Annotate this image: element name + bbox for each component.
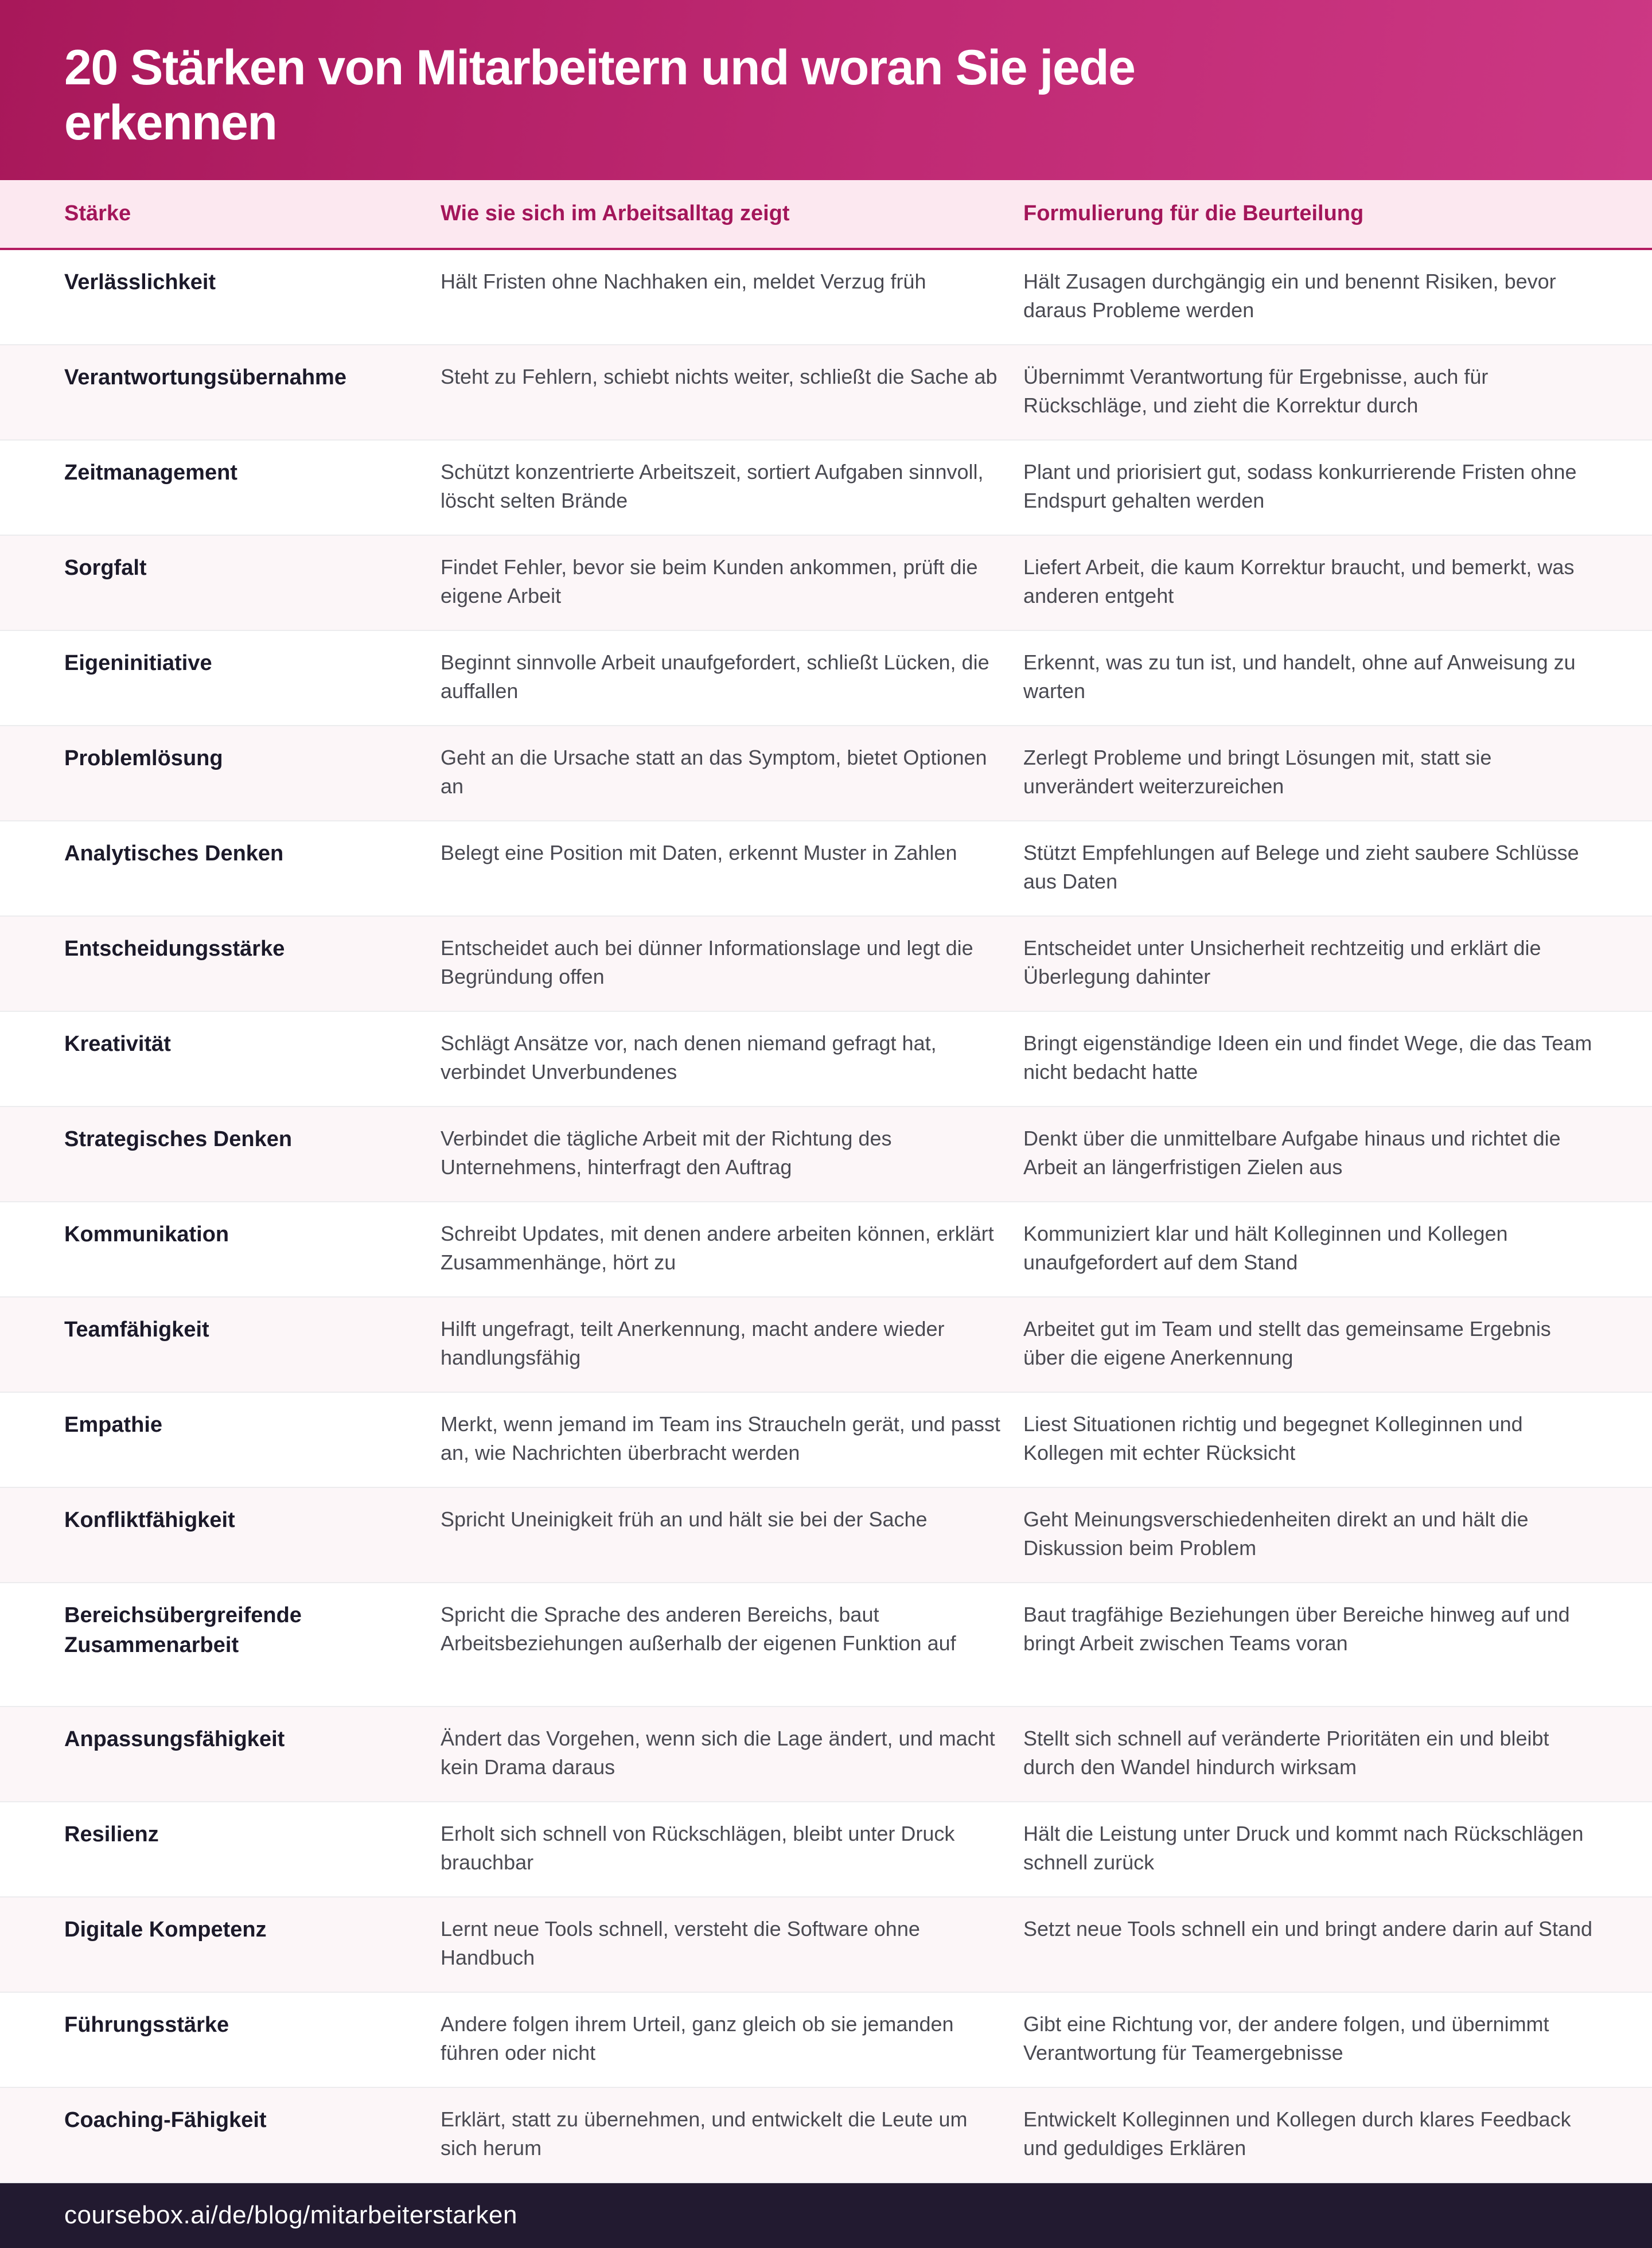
strength-behavior: Steht zu Fehlern, schiebt nichts weiter, schließt die Sache ab <box>441 364 998 388</box>
strength-name: Führungsstärke <box>64 2012 229 2037</box>
table-row <box>0 345 1652 441</box>
strength-behavior: Ändert das Vorgehen, wenn sich die Lage ändert, und macht kein Drama daraus <box>441 1726 995 1779</box>
table-row <box>0 1012 1652 1107</box>
column-header-review-phrase: Formulierung für die Beurteilung <box>1023 201 1364 226</box>
strength-behavior: Entscheidet auch bei dünner Informationslage und legt die Begründung offen <box>441 936 973 988</box>
strength-name: Coaching-Fähigkeit <box>64 2107 267 2132</box>
strength-name: Eigeninitiative <box>64 650 212 675</box>
strength-name: Analytisches Denken <box>64 841 284 866</box>
strength-name: Resilienz <box>64 1822 159 1846</box>
strength-name: Kommunikation <box>64 1222 229 1246</box>
strength-behavior: Findet Fehler, bevor sie beim Kunden ankommen, prüft die eigene Arbeit <box>441 555 978 607</box>
strength-name: Verlässlichkeit <box>64 270 216 294</box>
strength-name: Empathie <box>64 1412 163 1437</box>
strength-behavior: Verbindet die tägliche Arbeit mit der Richtung des Unternehmens, hinterfragt den Auftrag <box>441 1126 892 1179</box>
strength-review-phrase: Baut tragfähige Beziehungen über Bereiche hinweg auf und bringt Arbeit zwischen Teams voran <box>1023 1602 1570 1655</box>
strength-name: Zeitmanagement <box>64 460 237 485</box>
strength-behavior: Belegt eine Position mit Daten, erkennt Muster in Zahlen <box>441 840 957 864</box>
table-row <box>0 250 1652 345</box>
strength-behavior: Schreibt Updates, mit denen andere arbeiten können, erklärt Zusammenhänge, hört zu <box>441 1221 994 1274</box>
strength-review-phrase: Arbeitet gut im Team und stellt das gemeinsame Ergebnis über die eigene Anerkennung <box>1023 1316 1551 1369</box>
table-row <box>0 1802 1652 1898</box>
strength-behavior: Lernt neue Tools schnell, versteht die Software ohne Handbuch <box>441 1916 920 1969</box>
strength-review-phrase: Übernimmt Verantwortung für Ergebnisse, auch für Rückschläge, und zieht die Korrektur durch <box>1023 364 1489 417</box>
footer-url[interactable]: coursebox.ai/de/blog/mitarbeiterstarken <box>64 2201 517 2230</box>
strength-review-phrase: Geht Meinungsverschiedenheiten direkt an und hält die Diskussion beim Problem <box>1023 1507 1529 1560</box>
strength-behavior: Hilft ungefragt, teilt Anerkennung, macht andere wieder handlungsfähig <box>441 1316 945 1369</box>
table-row <box>0 1298 1652 1393</box>
table-row <box>0 1393 1652 1488</box>
strength-behavior: Hält Fristen ohne Nachhaken ein, meldet Verzug früh <box>441 269 926 293</box>
strength-review-phrase: Gibt eine Richtung vor, der andere folgen, und übernimmt Verantwortung für Teamergebnisse <box>1023 2012 1549 2064</box>
strength-name: Bereichsübergreifende Zusammenarbeit <box>64 1603 302 1657</box>
strength-review-phrase: Zerlegt Probleme und bringt Lösungen mit, statt sie unverändert weiterzureichen <box>1023 745 1492 798</box>
strength-name: Teamfähigkeit <box>64 1317 209 1342</box>
table-row <box>0 917 1652 1012</box>
strength-review-phrase: Stützt Empfehlungen auf Belege und zieht saubere Schlüsse aus Daten <box>1023 840 1579 893</box>
strength-behavior: Schützt konzentrierte Arbeitszeit, sortiert Aufgaben sinnvoll, löscht selten Brände <box>441 459 984 512</box>
strength-name: Digitale Kompetenz <box>64 1917 267 1942</box>
strength-review-phrase: Plant und priorisiert gut, sodass konkurrierende Fristen ohne Endspurt gehalten werden <box>1023 459 1577 512</box>
strength-behavior: Erholt sich schnell von Rückschlägen, bleibt unter Druck brauchbar <box>441 1821 955 1874</box>
strength-review-phrase: Liest Situationen richtig und begegnet Kolleginnen und Kollegen mit echter Rücksicht <box>1023 1412 1523 1464</box>
strength-review-phrase: Hält die Leistung unter Druck und kommt nach Rückschlägen schnell zurück <box>1023 1821 1584 1874</box>
column-header-behavior: Wie sie sich im Arbeitsalltag zeigt <box>441 201 790 226</box>
strength-behavior: Andere folgen ihrem Urteil, ganz gleich ob sie jemanden führen oder nicht <box>441 2012 954 2064</box>
table-row <box>0 631 1652 726</box>
strength-behavior: Schlägt Ansätze vor, nach denen niemand gefragt hat, verbindet Unverbundenes <box>441 1031 937 1084</box>
strengths-table <box>0 180 1652 2183</box>
strength-name: Kreativität <box>64 1031 171 1056</box>
table-row <box>0 1898 1652 1993</box>
table-row <box>0 1488 1652 1583</box>
table-header <box>0 180 1652 250</box>
strength-behavior: Spricht Uneinigkeit früh an und hält sie bei der Sache <box>441 1507 928 1531</box>
strength-name: Problemlösung <box>64 746 223 770</box>
footer-bar <box>0 2183 1652 2248</box>
strength-name: Konfliktfähigkeit <box>64 1507 235 1532</box>
table-row <box>0 2088 1652 2183</box>
strength-review-phrase: Entscheidet unter Unsicherheit rechtzeitig und erklärt die Überlegung dahinter <box>1023 936 1541 988</box>
strength-review-phrase: Liefert Arbeit, die kaum Korrektur braucht, und bemerkt, was anderen entgeht <box>1023 555 1575 607</box>
table-row <box>0 536 1652 631</box>
table-row <box>0 726 1652 821</box>
table-row <box>0 441 1652 536</box>
strength-review-phrase: Setzt neue Tools schnell ein und bringt andere darin auf Stand <box>1023 1916 1593 1941</box>
strength-name: Entscheidungsstärke <box>64 936 285 961</box>
strength-behavior: Geht an die Ursache statt an das Symptom, bietet Optionen an <box>441 745 987 798</box>
strength-review-phrase: Kommuniziert klar und hält Kolleginnen und Kollegen unaufgefordert auf dem Stand <box>1023 1221 1508 1274</box>
strength-behavior: Erklärt, statt zu übernehmen, und entwickelt die Leute um sich herum <box>441 2107 968 2160</box>
table-row <box>0 821 1652 917</box>
table-row <box>0 1993 1652 2088</box>
table-row <box>0 1707 1652 1802</box>
strength-review-phrase: Hält Zusagen durchgängig ein und benennt Risiken, bevor daraus Probleme werden <box>1023 269 1556 322</box>
strength-review-phrase: Bringt eigenständige Ideen ein und findet Wege, die das Team nicht bedacht hatte <box>1023 1031 1592 1084</box>
column-header-strength: Stärke <box>64 201 131 226</box>
strength-name: Strategisches Denken <box>64 1127 293 1151</box>
strength-review-phrase: Stellt sich schnell auf veränderte Prioritäten ein und bleibt durch den Wandel hindurch wirksam <box>1023 1726 1549 1779</box>
table-body <box>0 250 1652 2183</box>
strength-review-phrase: Entwickelt Kolleginnen und Kollegen durch klares Feedback und geduldiges Erklären <box>1023 2107 1571 2160</box>
strength-name: Anpassungsfähigkeit <box>64 1727 285 1751</box>
page-title: 20 Stärken von Mitarbeitern und woran Sie jede erkennen <box>64 40 1135 150</box>
strength-name: Verantwortungsübernahme <box>64 365 346 389</box>
strength-behavior: Beginnt sinnvolle Arbeit unaufgefordert, schließt Lücken, die auffallen <box>441 650 989 703</box>
table-row <box>0 1583 1652 1707</box>
strength-review-phrase: Denkt über die unmittelbare Aufgabe hinaus und richtet die Arbeit an längerfristigen Zielen aus <box>1023 1126 1561 1179</box>
table-row <box>0 1202 1652 1298</box>
strength-behavior: Merkt, wenn jemand im Team ins Straucheln gerät, und passt an, wie Nachrichten überbracht werden <box>441 1412 1000 1464</box>
title-banner <box>0 0 1652 180</box>
strength-review-phrase: Erkennt, was zu tun ist, und handelt, ohne auf Anweisung zu warten <box>1023 650 1576 703</box>
strength-behavior: Spricht die Sprache des anderen Bereichs, baut Arbeitsbeziehungen außerhalb der eigenen Funktion auf <box>441 1602 956 1655</box>
table-row <box>0 1107 1652 1202</box>
strength-name: Sorgfalt <box>64 555 147 580</box>
